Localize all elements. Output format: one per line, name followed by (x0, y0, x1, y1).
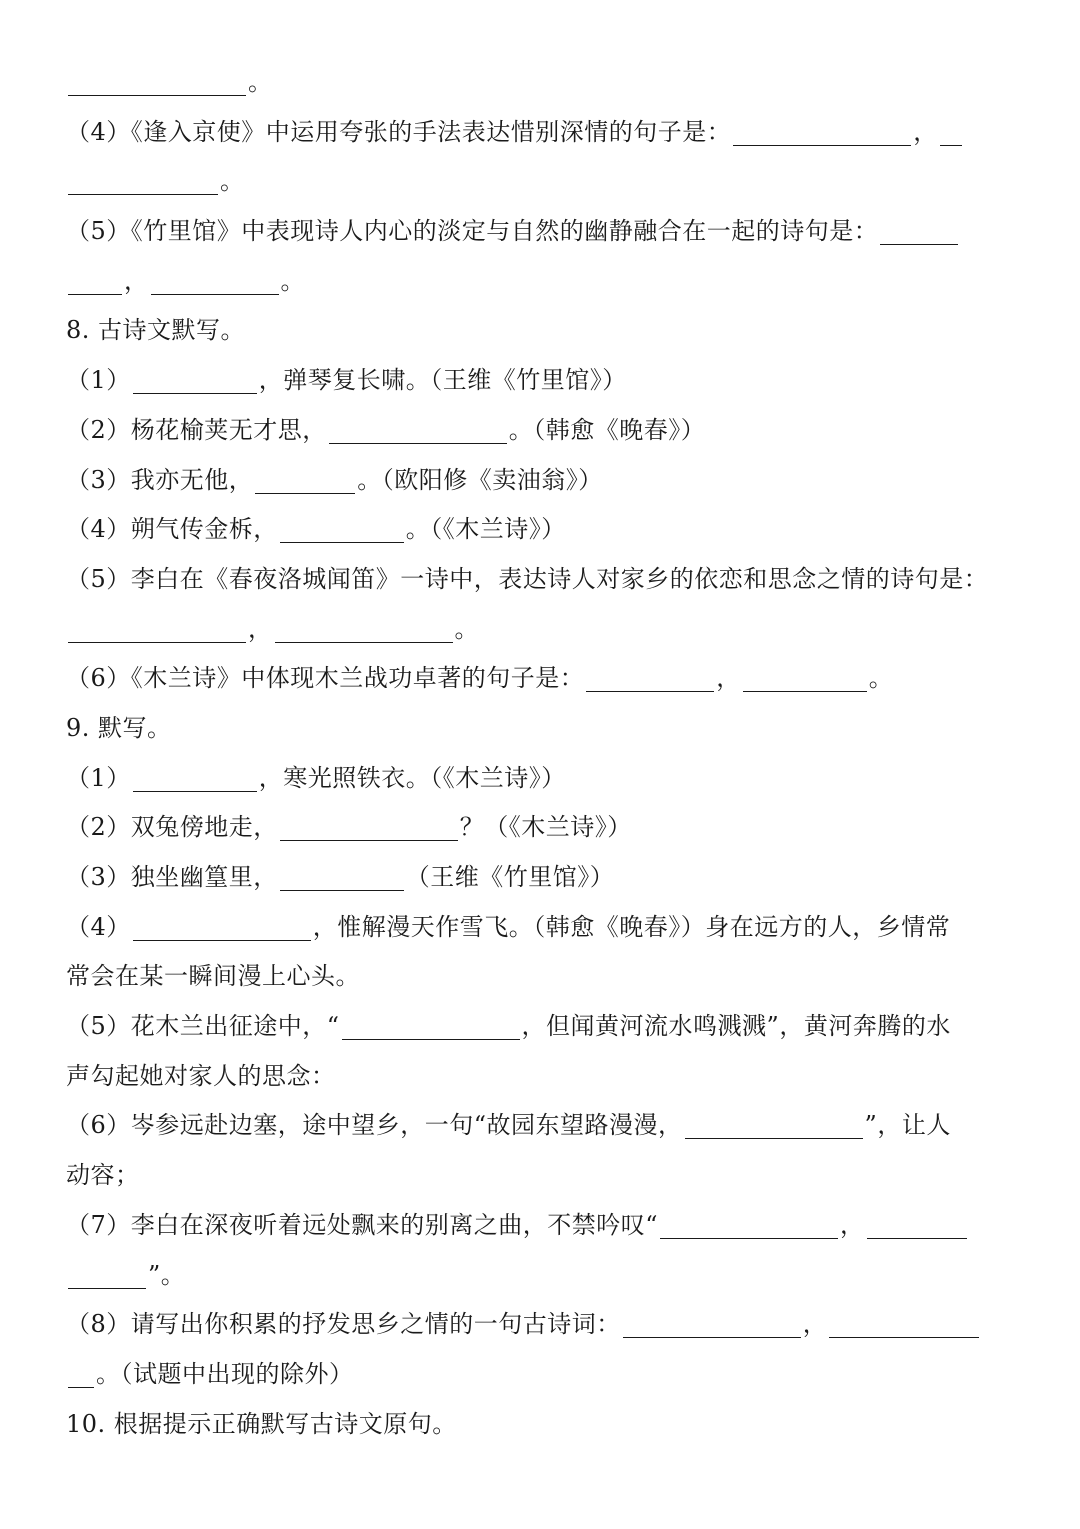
question-8-5: （5）李白在《春夜洛城闻笛》一诗中，表达诗人对家乡的依恋和思念之情的诗句是： (66, 564, 989, 593)
answer-blank[interactable] (329, 415, 507, 444)
question-9-3: （3）独坐幽篁里， （王维《竹里馆》） (66, 863, 615, 891)
text-line: ”。 (66, 1251, 1000, 1301)
text-line: 。 (66, 58, 1000, 108)
answer-blank[interactable] (280, 514, 404, 543)
text-line: 。 (66, 157, 1000, 207)
answer-blank[interactable] (280, 862, 404, 891)
question-9-7: （7）李白在深夜听着远处飘来的别离之曲，不禁吟叹“ ， (66, 1201, 1000, 1251)
answer-blank[interactable] (255, 465, 355, 494)
answer-blank[interactable] (68, 266, 122, 295)
answer-blank[interactable] (733, 117, 911, 146)
answer-blank[interactable] (342, 1011, 520, 1040)
answer-blank[interactable] (880, 216, 958, 245)
answer-blank[interactable] (275, 614, 453, 643)
text-line: ， 。 (66, 257, 1000, 307)
answer-blank[interactable] (660, 1210, 838, 1239)
answer-blank[interactable] (68, 67, 246, 96)
section-9-title: 9. 默写。 (66, 713, 172, 742)
answer-blank[interactable] (586, 663, 714, 692)
section-8-title: 8. 古诗文默写。 (66, 316, 246, 345)
answer-blank[interactable] (68, 1359, 94, 1388)
answer-blank[interactable] (68, 1260, 146, 1289)
answer-blank[interactable] (133, 763, 257, 792)
text-line: 声勾起她对家人的思念： (66, 1061, 336, 1090)
answer-blank[interactable] (685, 1110, 863, 1139)
question-8-6: （6）《木兰诗》中体现木兰战功卓著的句子是： ， 。 (66, 664, 894, 693)
question-7-4: （4）《逢入京使》中运用夸张的手法表达惜别深情的句子是： ， (66, 108, 1000, 158)
answer-blank[interactable] (743, 663, 867, 692)
text-line: 常会在某一瞬间漫上心头。 (66, 962, 360, 991)
question-9-1: （1） ，寒光照铁衣。（《木兰诗》） (66, 763, 566, 792)
answer-blank[interactable] (940, 117, 962, 146)
answer-blank[interactable] (867, 1210, 967, 1239)
answer-blank[interactable] (151, 266, 279, 295)
answer-blank[interactable] (280, 812, 458, 841)
question-9-4: （4） ，惟解漫天作雪飞。（韩愈《晚春》）身在远方的人，乡情常 (66, 912, 951, 941)
question-9-5: （5）花木兰出征途中，“ ，但闻黄河流水鸣溅溅”，黄河奔腾的水 (66, 1012, 951, 1041)
question-8-3: （3）我亦无他， 。（欧阳修《卖油翁》） (66, 465, 603, 494)
question-9-8: （8）请写出你积累的抒发思乡之情的一句古诗词： ， (66, 1300, 1000, 1350)
question-8-2: （2）杨花榆荚无才思， 。（韩愈《晚春》） (66, 415, 706, 444)
text-line: ， 。 (66, 605, 1000, 655)
answer-blank[interactable] (68, 166, 218, 195)
question-7-5: （5）《竹里馆》中表现诗人内心的淡定与自然的幽静融合在一起的诗句是： (66, 207, 1000, 257)
answer-blank[interactable] (68, 614, 246, 643)
text-line: 。（试题中出现的除外） (66, 1350, 1000, 1400)
text-line: 动容； (66, 1161, 140, 1190)
question-8-1: （1） ，弹琴复长啸。（王维《竹里馆》） (66, 366, 627, 395)
answer-blank[interactable] (133, 912, 311, 941)
question-8-4: （4）朔气传金柝， 。（《木兰诗》） (66, 515, 566, 544)
question-9-2: （2）双兔傍地走， ？（《木兰诗》） (66, 813, 632, 842)
answer-blank[interactable] (623, 1309, 801, 1338)
section-10-title: 10. 根据提示正确默写古诗文原句。 (66, 1409, 457, 1438)
answer-blank[interactable] (829, 1309, 979, 1338)
question-9-6: （6）岑参远赴边塞，途中望乡，一句“故园东望路漫漫， ”，让人 (66, 1111, 951, 1140)
answer-blank[interactable] (133, 365, 257, 394)
